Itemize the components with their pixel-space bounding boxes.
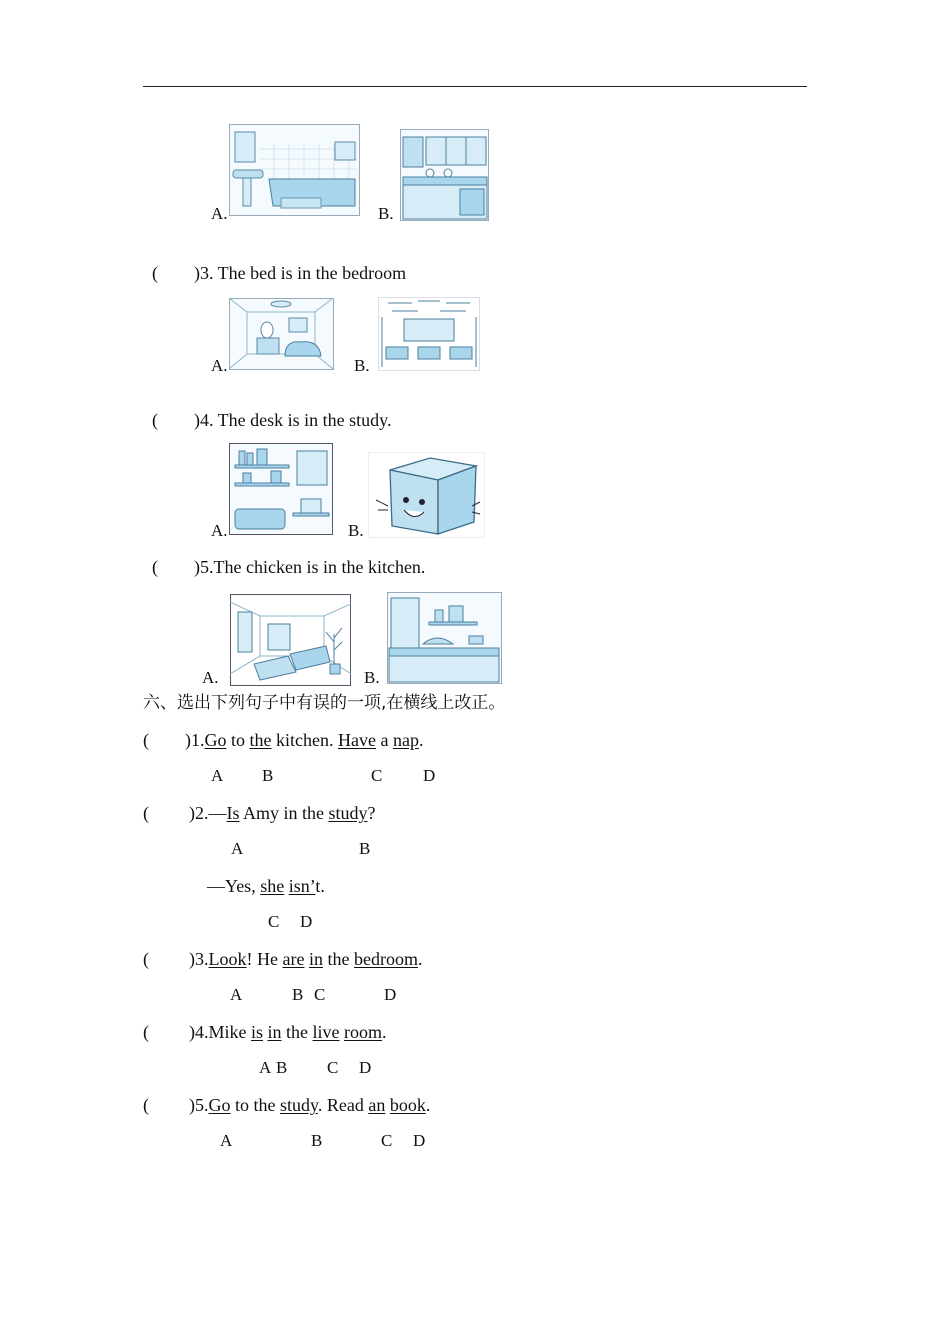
- option-b-label: B.: [354, 356, 370, 375]
- box-character-picture[interactable]: [368, 452, 485, 538]
- letter-b: B: [359, 839, 371, 858]
- answer-blank[interactable]: ( ): [152, 263, 200, 283]
- option-c-word: an: [368, 1095, 386, 1115]
- option-a-word: is: [251, 1022, 264, 1042]
- error-question-2-answer: —Yes, she isn’t.: [207, 876, 325, 896]
- classroom-picture[interactable]: [378, 297, 480, 371]
- option-b-label: B.: [378, 204, 394, 223]
- error-question-4: ( )4.Mike is in the live room.: [143, 1022, 387, 1042]
- letter-b: B: [311, 1131, 323, 1150]
- option-c-word: she: [260, 876, 285, 896]
- letter-b: B: [292, 985, 304, 1004]
- answer-blank[interactable]: ( ): [152, 410, 200, 430]
- letter-d: D: [413, 1131, 426, 1150]
- letter-b: B: [262, 766, 274, 785]
- letter-a: A: [231, 839, 244, 858]
- option-b-label: B.: [364, 668, 380, 687]
- letter-d: D: [359, 1058, 372, 1077]
- option-a-word: Go: [208, 1095, 231, 1115]
- option-c-word: in: [308, 949, 323, 969]
- error-question-2: ( )2.—Is Amy in the study?: [143, 803, 376, 823]
- letter-a: A: [220, 1131, 233, 1150]
- error-question-1: ( )1.Go to the kitchen. Have a nap.: [143, 730, 424, 750]
- answer-blank[interactable]: (: [143, 949, 149, 969]
- letter-d: D: [384, 985, 397, 1004]
- option-d-word: nap: [392, 730, 419, 750]
- letter-c: C: [314, 985, 326, 1004]
- header-rule: [143, 86, 807, 87]
- option-b-word: are: [282, 949, 305, 969]
- letter-c: C: [268, 912, 280, 931]
- answer-blank[interactable]: (: [143, 1095, 149, 1115]
- living-room-picture[interactable]: [230, 594, 351, 686]
- option-d-word: book: [389, 1095, 426, 1115]
- question-text: 3. The bed is in the bedroom: [200, 263, 407, 283]
- letter-a: A: [230, 985, 243, 1004]
- section-6-title: 六、选出下列句子中有误的一项,在横线上改正。: [143, 693, 506, 713]
- answer-blank[interactable]: ( ): [152, 557, 200, 577]
- question-4: [152, 409, 392, 431]
- option-a-word: Go: [204, 730, 227, 750]
- option-a-label: A.: [211, 356, 228, 375]
- question-5: [152, 556, 425, 578]
- letter-c: C: [371, 766, 383, 785]
- letter-a: A: [211, 766, 224, 785]
- question-text: 5.The chicken is in the kitchen.: [200, 557, 426, 577]
- option-c-word: Have: [338, 730, 376, 750]
- option-b-word: study: [280, 1095, 318, 1115]
- answer-blank[interactable]: (: [143, 730, 149, 750]
- option-d-word: isn’: [288, 876, 316, 896]
- kitchen-picture[interactable]: [387, 592, 502, 684]
- letter-c: C: [381, 1131, 393, 1150]
- letter-d: D: [423, 766, 436, 785]
- option-d-word: bedroom: [353, 949, 418, 969]
- option-b-label: B.: [348, 521, 364, 540]
- letter-b: B: [276, 1058, 288, 1077]
- error-question-5: ( )5.Go to the study. Read an book.: [143, 1095, 431, 1115]
- question-3: [152, 262, 406, 284]
- letter-a: A: [259, 1058, 272, 1077]
- letter-d: D: [300, 912, 313, 931]
- option-a-word: Is: [226, 803, 240, 823]
- study-picture[interactable]: [229, 443, 333, 535]
- option-a-label: A.: [211, 204, 228, 223]
- option-b-word: the: [249, 730, 272, 750]
- question-text: 4. The desk is in the study.: [200, 410, 392, 430]
- bedroom-picture[interactable]: [229, 298, 334, 370]
- option-b-word: in: [267, 1022, 282, 1042]
- kitchen-picture[interactable]: [400, 129, 489, 221]
- option-a-word: Look: [208, 949, 247, 969]
- option-a-label: A.: [202, 668, 219, 687]
- option-b-word: study: [328, 803, 368, 823]
- option-c-word: live: [312, 1022, 340, 1042]
- option-d-word: room: [344, 1022, 383, 1042]
- bathroom-picture[interactable]: [229, 124, 360, 216]
- letter-c: C: [327, 1058, 339, 1077]
- answer-blank[interactable]: (: [143, 803, 149, 823]
- error-question-3: ( )3.Look! He are in the bedroom.: [143, 949, 423, 969]
- answer-blank[interactable]: (: [143, 1022, 149, 1042]
- option-a-label: A.: [211, 521, 228, 540]
